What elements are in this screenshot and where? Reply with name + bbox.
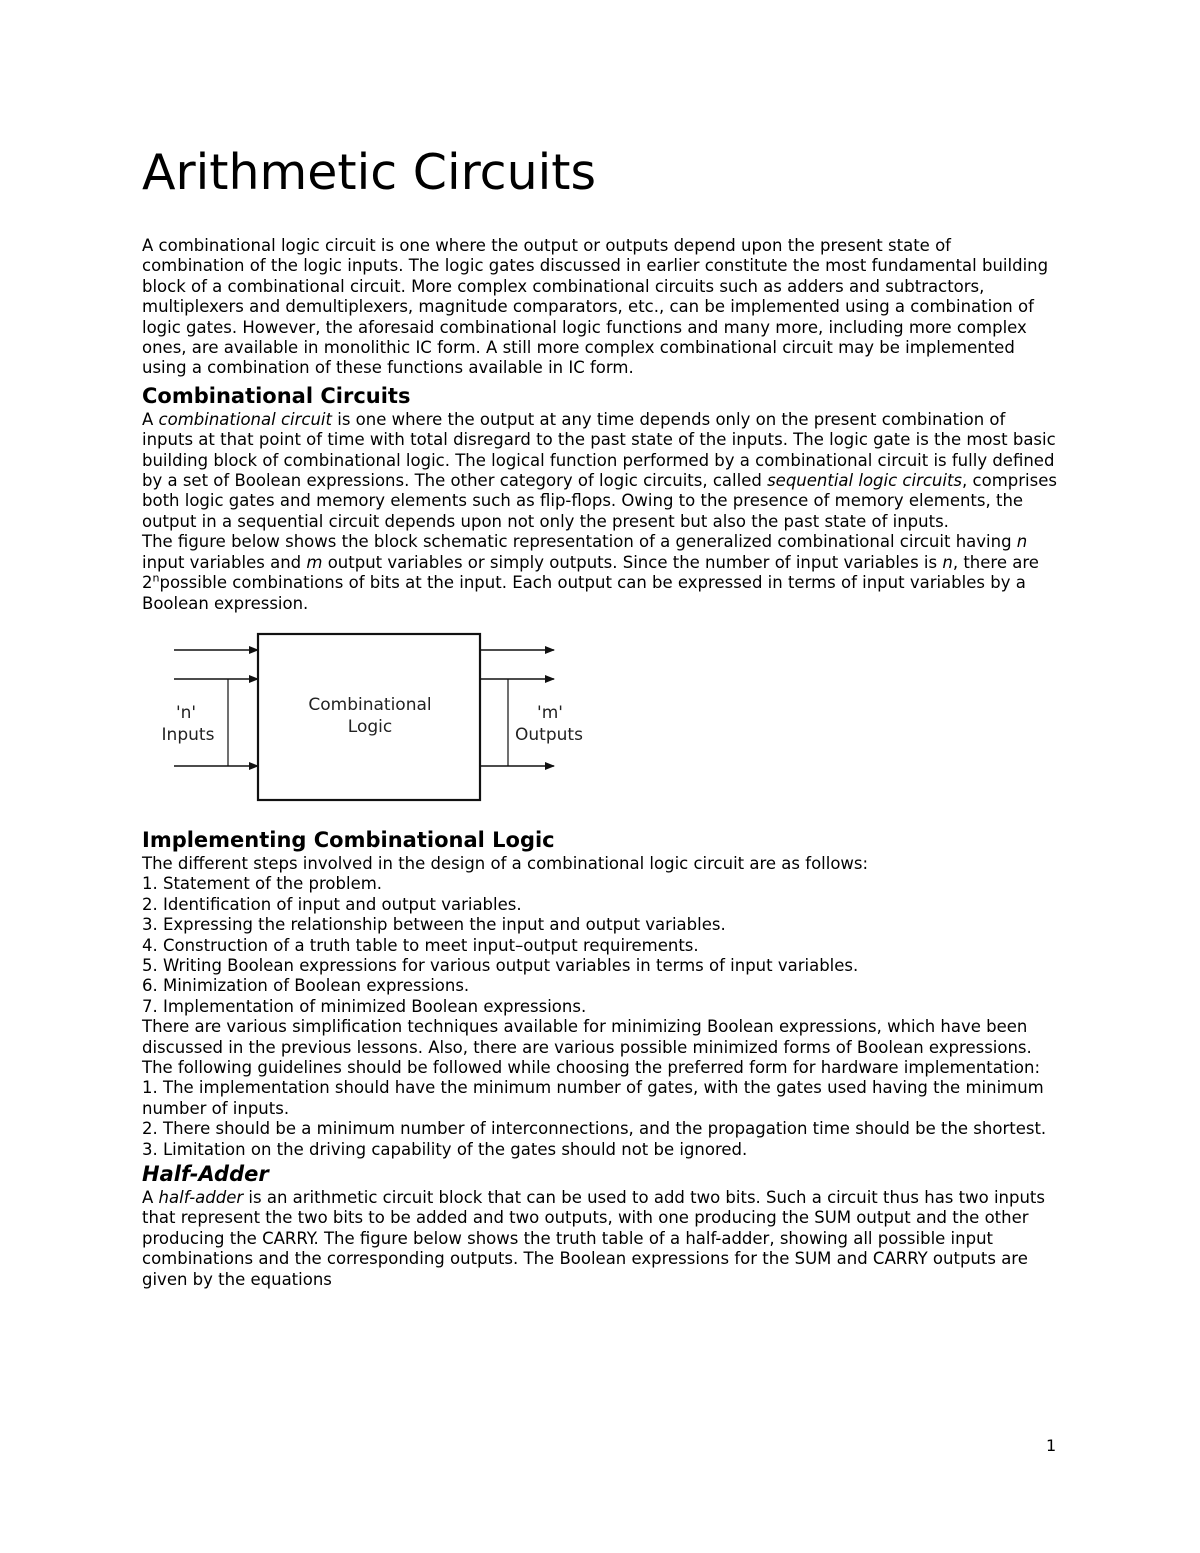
list-item: 1. Statement of the problem.: [142, 874, 383, 894]
list-item: 5. Writing Boolean expressions for various output variables in terms of input variables.: [142, 955, 859, 975]
block-label-line1: Combinational: [308, 694, 432, 715]
list-item: 6. Minimization of Boolean expressions.: [142, 976, 470, 996]
outputs-label-line2: Outputs: [515, 724, 583, 745]
list-item: 2. There should be a minimum number of interconnections, and the propagation time should be the shortest.: [142, 1119, 1047, 1139]
page-title: Arithmetic Circuits: [142, 144, 597, 201]
list-item: 4. Construction of a truth table to meet input–output requirements.: [142, 935, 699, 955]
guidelines-list: [142, 1078, 1057, 1160]
heading-implementing-combinational-logic: Implementing Combinational Logic: [142, 827, 555, 852]
inputs-label-line2: Inputs: [161, 724, 215, 745]
page-content: [142, 140, 1057, 1290]
combinational-block-diagram: [158, 632, 588, 810]
term-half-adder: half-adder: [158, 1188, 244, 1207]
combinational-paragraph-1: A combinational circuit is one where the output at any time depends only on the present combination of inputs at that point of time with total disregard to the past state of the inputs. The logic gate is the most basic building block of combinational logic. The logical function performed by a combinational circuit is fully defined by a set of Boolean expressions. The other category of logic circuits, called sequential logic circuits, comprises both logic gates and memory elements such as flip-flops. Owing to the presence of memory elements, the output in a sequential circuit depends upon not only the present but also the past state of inputs.: [142, 409, 1057, 531]
heading-combinational-circuits: Combinational Circuits: [142, 383, 411, 408]
heading-half-adder: Half-Adder: [142, 1162, 269, 1186]
half-adder-paragraph: A half-adder is an arithmetic circuit block that can be used to add two bits. Such a circuit thus has two inputs that represent the two bits to be added and two outputs, with one producing the SUM output and the other producing the CARRY. The figure below shows the truth table of a half-adder, showing all possible input combinations and the corresponding outputs. The Boolean expressions for the SUM and CARRY outputs are given by the equations: [142, 1188, 1045, 1289]
intro-paragraph: A combinational logic circuit is one where the output or outputs depend upon the present state of combination of the logic inputs. The logic gates discussed in earlier constitute the most fundamental building block of a combinational circuit. More complex combinational circuits such as adders and subtractors, multiplexers and demultiplexers, magnitude comparators, etc., can be implemented using a combination of logic gates. However, the aforesaid combinational logic functions and many more, including more complex ones, are available in monolithic IC form. A still more complex combinational circuit may be implemented using a combination of these functions available in IC form.: [142, 236, 1049, 378]
design-steps-list: [142, 874, 1057, 1017]
inputs-label-line1: 'n': [175, 702, 197, 723]
implementing-paragraph: There are various simplification techniques available for minimizing Boolean expressions, which have been discussed in the previous lessons. Also, there are various possible minimized forms of Boolean expressions. The following guidelines should be followed while choosing the preferred form for hardware implementation:: [142, 1017, 1041, 1077]
implementing-lead: The different steps involved in the design of a combinational logic circuit are as follows:: [142, 853, 869, 873]
block-diagram-svg: [158, 632, 588, 810]
combinational-paragraph-2: The figure below shows the block schematic representation of a generalized combinational circuit having n input variables and m output variables or simply outputs. Since the number of input variables is n, there are 2$^n$possible combinations of bits at the input. Each output can be expressed in terms of input variables by a Boolean expression.: [142, 532, 1039, 613]
list-item: 2. Identification of input and output variables.: [142, 894, 522, 914]
page-number: 1: [1046, 1436, 1057, 1455]
list-item: 3. Expressing the relationship between the input and output variables.: [142, 915, 726, 935]
term-sequential-logic-circuits: sequential logic circuits: [767, 471, 963, 491]
term-combinational-circuit: combinational circuit: [158, 409, 332, 429]
list-item: 3. Limitation on the driving capability of the gates should not be ignored.: [142, 1139, 748, 1159]
list-item: 1. The implementation should have the minimum number of gates, with the gates used having the minimum number of inputs.: [142, 1078, 1044, 1118]
block-label-line2: Logic: [347, 716, 393, 737]
outputs-label-line1: 'm': [537, 702, 563, 723]
list-item: 7. Implementation of minimized Boolean expressions.: [142, 996, 587, 1016]
